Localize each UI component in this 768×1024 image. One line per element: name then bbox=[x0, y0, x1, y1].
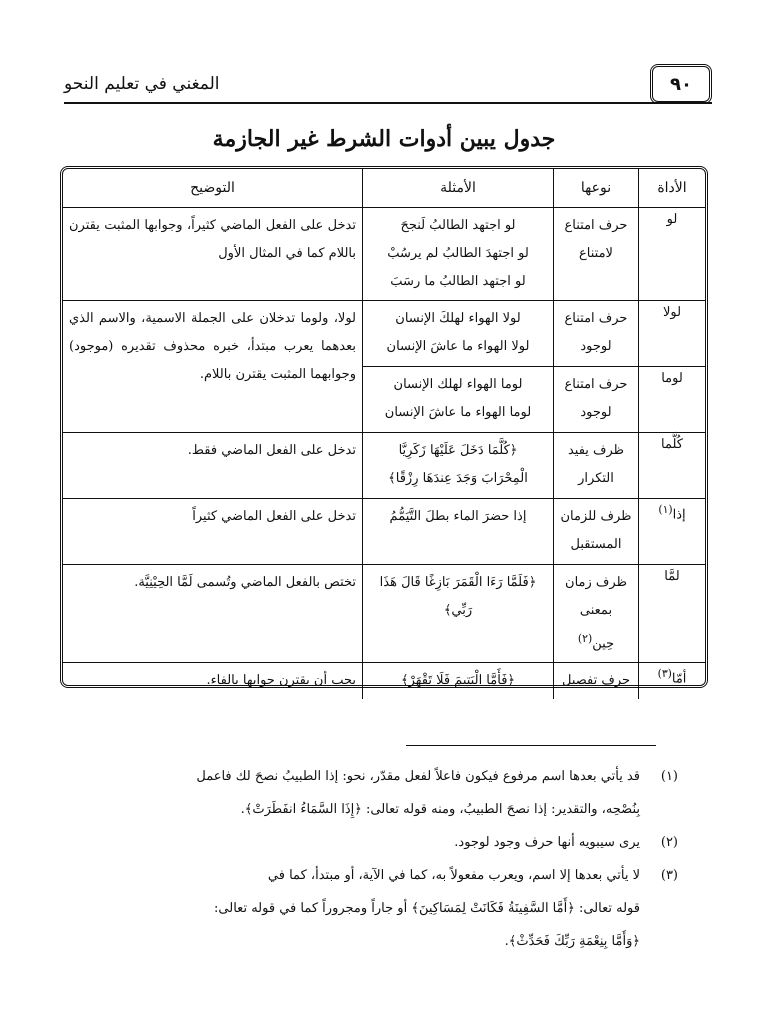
page-number: ٩٠ bbox=[650, 64, 712, 104]
type-label: ظرف زمان بمعنى حِين bbox=[565, 575, 627, 652]
tool-label: أمّا bbox=[671, 671, 687, 687]
footnote-number: (١) bbox=[660, 769, 678, 784]
row-examples bbox=[363, 499, 554, 565]
example-line: ﴿فَأَمَّا الْيَتِيمَ فَلَا تَقْهَرْ﴾ bbox=[400, 673, 516, 689]
row-type bbox=[554, 565, 639, 663]
footnote-text: لا يأتي بعدها إلا اسم، ويعرب مفعولاً به، كما في الآية، أو مبتدأ، كما في bbox=[267, 868, 640, 883]
row-examples bbox=[363, 367, 554, 433]
row-type: ظرف يفيد التكرار bbox=[554, 433, 639, 499]
row-explanation: تدخل على الفعل الماضي كثيراً bbox=[63, 499, 363, 565]
row-explanation-shared: لولا، ولوما تدخلان على الجملة الاسمية، والاسم الذي بعدهما يعرب مبتدأ، خبره محذوف تقديره (موجود) وجوابهما المثبت يقترن باللام. bbox=[63, 301, 363, 433]
footnote-text-continued: ﴿وَأَمَّا بِنِعْمَةِ رَبِّكَ فَحَدِّثْ﴾. bbox=[504, 934, 640, 949]
tool-label: إذا bbox=[672, 507, 686, 523]
table-header-row bbox=[63, 169, 705, 208]
table-row bbox=[63, 433, 705, 499]
column-header-explanation: التوضيح bbox=[63, 169, 363, 208]
row-examples bbox=[363, 208, 554, 301]
row-type: حرف تفصيل bbox=[554, 663, 639, 700]
footnote-marker: (١) bbox=[658, 503, 673, 516]
column-header-examples: الأمثلة bbox=[363, 169, 554, 208]
example-line: لو اجتهدَ الطالبُ لم يرسُبْ bbox=[387, 246, 529, 261]
example-line: إذا حضرَ الماء بطلَ التَّيَمُّمُ bbox=[389, 509, 527, 524]
row-tool bbox=[639, 663, 706, 700]
row-explanation: تدخل على الفعل الماضي فقط. bbox=[63, 433, 363, 499]
row-type: حرف امتناع لامتناع bbox=[554, 208, 639, 301]
table-row bbox=[63, 663, 705, 700]
example-line: لوما الهواء لهلك الإنسان bbox=[393, 377, 523, 392]
row-examples bbox=[363, 433, 554, 499]
row-tool: لوما bbox=[639, 367, 706, 433]
row-tool: لو bbox=[639, 208, 706, 301]
conditional-tools-table bbox=[60, 166, 708, 688]
footnote-text-continued: بِنُصْحِه، والتقدير: إذا نصحَ الطبيبُ، ومنه قوله تعالى: ﴿إِذَا السَّمَاءُ انفَطَرَتْ﴾. bbox=[240, 802, 640, 817]
footnote-number: (٢) bbox=[660, 835, 678, 850]
example-line: لولا الهواء لهلكَ الإنسان bbox=[395, 311, 521, 326]
table-row bbox=[63, 208, 705, 301]
column-header-type: نوعها bbox=[554, 169, 639, 208]
table-row bbox=[63, 301, 705, 367]
row-type: حرف امتناع لوجود bbox=[554, 301, 639, 367]
book-title: المغني في تعليم النحو bbox=[64, 74, 220, 94]
header-rule bbox=[64, 102, 712, 104]
footnote-marker: (٢) bbox=[577, 632, 593, 645]
row-explanation: يجب أن يقترن جوابها بالفاء. bbox=[63, 663, 363, 700]
example-line: الْمِحْرَابَ وَجَدَ عِندَهَا رِزْقًا﴾ bbox=[388, 471, 528, 486]
example-line: لو اجتهد الطالبُ لَنجحَ bbox=[400, 218, 516, 233]
row-type: حرف امتناع لوجود bbox=[554, 367, 639, 433]
row-type: ظرف للزمان المستقبل bbox=[554, 499, 639, 565]
row-tool: لولا bbox=[639, 301, 706, 367]
table-title: جدول يبين أدوات الشرط غير الجازمة bbox=[212, 126, 556, 152]
example-line: رَبِّي﴾ bbox=[443, 603, 473, 618]
table-row bbox=[63, 499, 705, 565]
page-header bbox=[64, 62, 712, 106]
row-explanation: تدخل على الفعل الماضي كثيراً، وجوابها المثبت يقترن باللام كما في المثال الأول bbox=[63, 208, 363, 301]
example-line: لو اجتهد الطالبُ ما رسَبَ bbox=[390, 274, 526, 289]
column-header-tool: الأداة bbox=[639, 169, 706, 208]
example-line: لوما الهواء ما عاشَ الإنسان bbox=[384, 405, 532, 420]
footnote-number: (٣) bbox=[660, 868, 678, 883]
footnote bbox=[64, 760, 678, 826]
example-line: ﴿كُلَّمَا دَخَلَ عَلَيْهَا زَكَرِيَّا bbox=[398, 443, 518, 458]
row-tool: لمَّا bbox=[639, 565, 706, 663]
row-explanation: تختص بالفعل الماضي وتُسمى لَمَّا الحِيْنِيَّة. bbox=[63, 565, 363, 663]
row-examples bbox=[363, 301, 554, 367]
row-tool bbox=[639, 499, 706, 565]
row-examples bbox=[363, 663, 554, 700]
footnote bbox=[64, 826, 678, 859]
footnote-text: قد يأتي بعدها اسم مرفوع فيكون فاعلاً لفعل مقدّر، نحو: إذا الطبيبُ نصحَ لك فاعمل bbox=[196, 769, 640, 784]
example-line: لولا الهواء ما عاشَ الإنسان bbox=[386, 339, 530, 354]
footnotes bbox=[64, 760, 678, 958]
footnote-marker: (٣) bbox=[657, 667, 672, 681]
footnote-text-continued: قوله تعالى: ﴿أَمَّا السَّفِينَةُ فَكَانَتْ لِمَسَاكِينَ﴾ أو جاراً ومجروراً كما في قوله تعالى: bbox=[214, 901, 640, 916]
footnote-separator bbox=[406, 745, 656, 746]
footnote bbox=[64, 859, 678, 958]
footnote-text: يرى سيبويه أنها حرف وجود لوجود. bbox=[454, 835, 640, 850]
table-row bbox=[63, 565, 705, 663]
row-examples bbox=[363, 565, 554, 663]
example-line: ﴿فَلَمَّا رَءَا الْقَمَرَ بَازِغًا قَالَ هَذَا bbox=[379, 575, 537, 590]
row-tool: كُلَّما bbox=[639, 433, 706, 499]
